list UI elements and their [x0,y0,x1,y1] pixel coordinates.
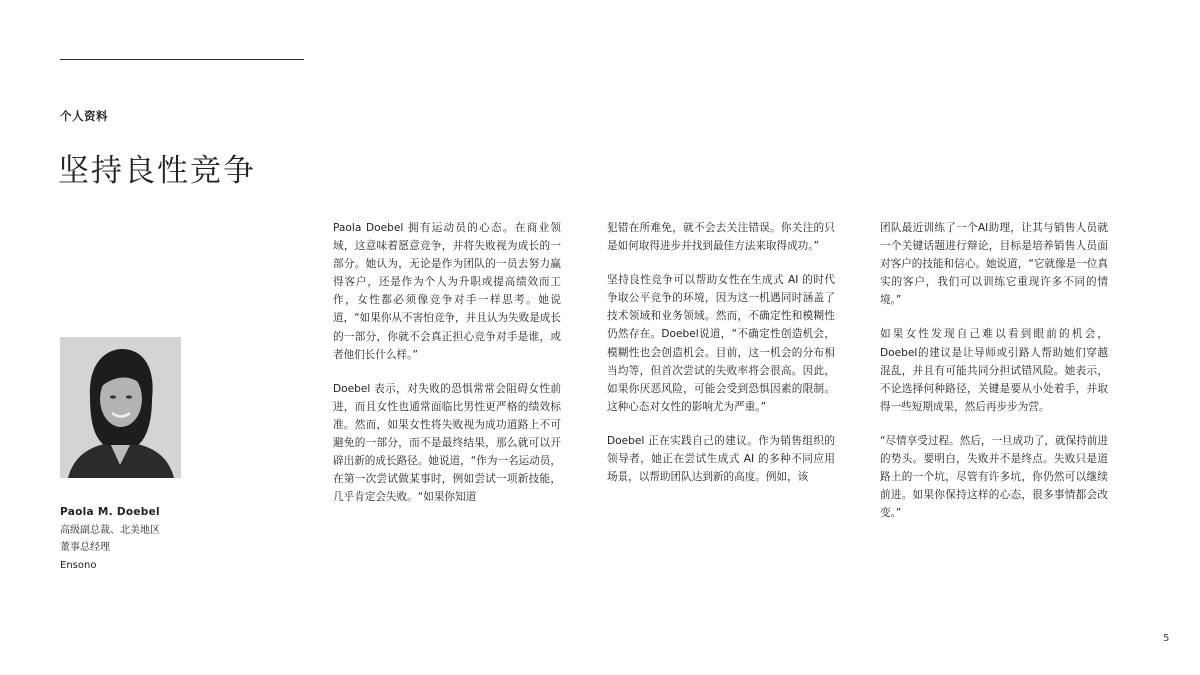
profile-block [60,504,160,574]
paragraph: Doebel 正在实践自己的建议。作为销售组织的领导者，她正在尝试生成式 AI 的多种不同应用场景，以帮助团队达到新的高度。例如，该 [607,434,835,484]
top-rule [60,59,304,60]
paragraph: 犯错在所难免，就不会去关注错误。你关注的只是如何取得进步并找到最佳方法来取得成功。” [607,222,835,253]
profile-company: Ensono [60,559,97,571]
section-label: 个人资料 [60,109,108,123]
portrait-image [60,337,181,478]
paragraph: 坚持良性竞争可以帮助女性在生成式 AI 的时代争取公平竞争的环境，因为这一机遇同时涵盖了技术领域和业务领域。然而，不确定性和模糊性仍然存在。Doebel说道，“不确定性创造机会，模糊性也会创造机会。目前，这一机会的分布相当均等，但首次尝试的失败率将会很高。因此，如果你厌恶风险，可能会受到恐惧因素的限制。这种心态对女性的影响尤为严重。” [607,274,835,413]
paragraph: Doebel 表示，对失败的恐惧常常会阻碍女性前进，而且女性也通常面临比男性更严格的绩效标准。然而，如果女性将失败视为成功道路上不可避免的一部分，而不是最终结果，那么就可以开辟出新的成长路径。她说道，“作为一名运动员，在第一次尝试做某事时，例如尝试一项新技能，几乎肯定会失败。“如果你知道 [333,382,561,504]
profile-title-line2: 董事总经理 [60,542,110,553]
paragraph: Paola Doebel 拥有运动员的心态。在商业领域，这意味着愿意竞争，并将失败视为成长的一部分。她认为，无论是作为团队的一员去努力赢得客户，还是作为个人为升职或提高绩效而工作，女性都必须像竞争对手一样思考。她说道，“如果你从不害怕竞争，并且认为失败是成长的一部分，你就不会真正担心竞争对手是谁，或者他们长什么样。” [333,222,561,361]
profile-photo [60,337,181,478]
page-number: 5 [1163,633,1170,644]
profile-name: Paola M. Doebel [60,506,160,518]
article-column-3 [880,219,1108,538]
paragraph: “尽情享受过程。然后，一旦成功了，就保持前进的势头。要明白，失败并不是终点。失败只是道路上的一个坑，尽管有许多坑，你仍然可以继续前进。如果你保持这样的心态，很多事情都会改变。” [880,434,1108,520]
page-title: 坚持良性竞争 [58,153,256,189]
article-column-1 [333,219,561,522]
paragraph: 如果女性发现自己难以看到眼前的机会，Doebel的建议是让导师或引路人帮助她们穿越混乱，并且有可能共同分担试错风险。她表示，不论选择何种路径，关键是要从小处着手，并取得一些短期成果，然后再步步为营。 [880,328,1108,413]
article-column-2 [607,219,835,502]
profile-title-line1: 高级副总裁、北美地区 [60,524,160,536]
paragraph: 团队最近训练了一个AI助理，让其与销售人员就一个关键话题进行辩论，目标是培养销售人员面对客户的技能和信心。她说道，“它就像是一位真实的客户，我们可以训练它重现许多不同的情境。” [880,222,1108,307]
